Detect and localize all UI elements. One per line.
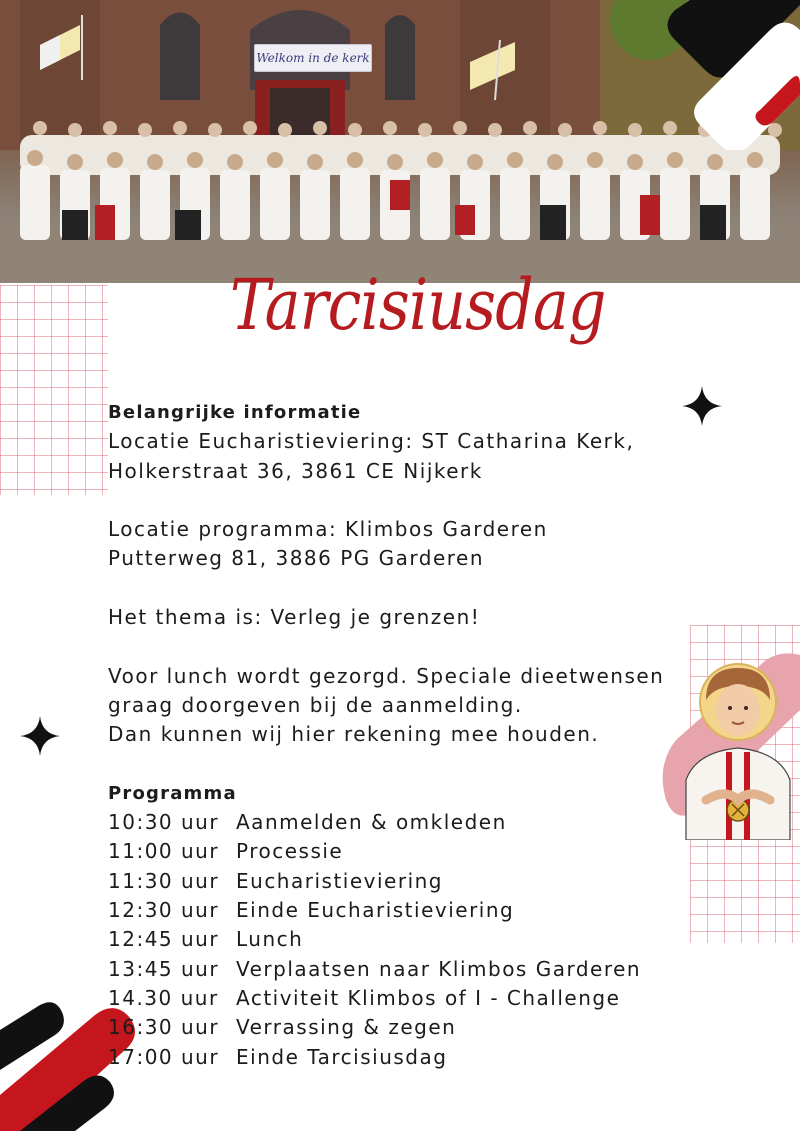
mass-location-line-2: Holkerstraat 36, 3861 CE Nijkerk xyxy=(108,458,483,483)
program-time: 13:45 uur xyxy=(108,956,220,981)
program-item xyxy=(108,1043,708,1072)
lunch-line-2: graag doorgeven bij de aanmelding. xyxy=(108,692,523,717)
program-time: 14.30 uur xyxy=(108,985,219,1010)
program-activity: Verplaatsen naar Klimbos Garderen xyxy=(236,956,642,981)
sparkle-icon xyxy=(20,716,60,756)
theme-line: Het thema is: Verleg je grenzen! xyxy=(108,605,481,630)
program-activity: Processie xyxy=(236,839,344,864)
program-activity: Aanmelden & omkleden xyxy=(236,810,507,835)
program-activity: Lunch xyxy=(236,927,304,952)
program-activity: Einde Eucharistieviering xyxy=(236,898,515,923)
grid-pattern-left xyxy=(0,285,108,495)
lunch-line-1: Voor lunch wordt gezorgd. Speciale dieetwensen xyxy=(108,663,665,688)
program-item xyxy=(108,984,708,1013)
program-time: 16:30 uur xyxy=(108,1015,220,1040)
program-item xyxy=(108,808,708,837)
program-location-line-1: Locatie programma: Klimbos Garderen xyxy=(108,517,548,542)
program-time: 11:00 uur xyxy=(108,839,220,864)
page-title: Tarcisiusdag xyxy=(230,264,606,346)
program-item xyxy=(108,837,708,866)
program-heading: Programma xyxy=(108,782,237,804)
program-activity: Eucharistieviering xyxy=(236,868,443,893)
welcome-banner: Welkom in de kerk xyxy=(254,44,372,72)
program-time: 11:30 uur xyxy=(108,868,220,893)
info-section xyxy=(108,398,708,1072)
program-activity: Activiteit Klimbos of I - Challenge xyxy=(236,985,621,1010)
program-activity: Einde Tarcisiusdag xyxy=(236,1044,448,1069)
program-time: 12:30 uur xyxy=(108,898,220,923)
program-item xyxy=(108,1013,708,1042)
lunch-line-3: Dan kunnen wij hier rekening mee houden. xyxy=(108,722,600,747)
program-item xyxy=(108,896,708,925)
info-heading: Belangrijke informatie xyxy=(108,402,362,423)
program-item xyxy=(108,955,708,984)
mass-location-line-1: Locatie Eucharistieviering: ST Catharina Kerk, xyxy=(108,429,635,454)
program-time: 10:30 uur xyxy=(108,810,220,835)
title xyxy=(230,250,606,360)
program-time: 17:00 uur xyxy=(108,1044,220,1069)
program-location-line-2: Putterweg 81, 3886 PG Garderen xyxy=(108,546,485,571)
top-right-shapes xyxy=(640,0,800,150)
program-time: 12:45 uur xyxy=(108,927,220,952)
program-item xyxy=(108,867,708,896)
program-item xyxy=(108,925,708,954)
program-activity: Verrassing & zegen xyxy=(236,1015,457,1040)
